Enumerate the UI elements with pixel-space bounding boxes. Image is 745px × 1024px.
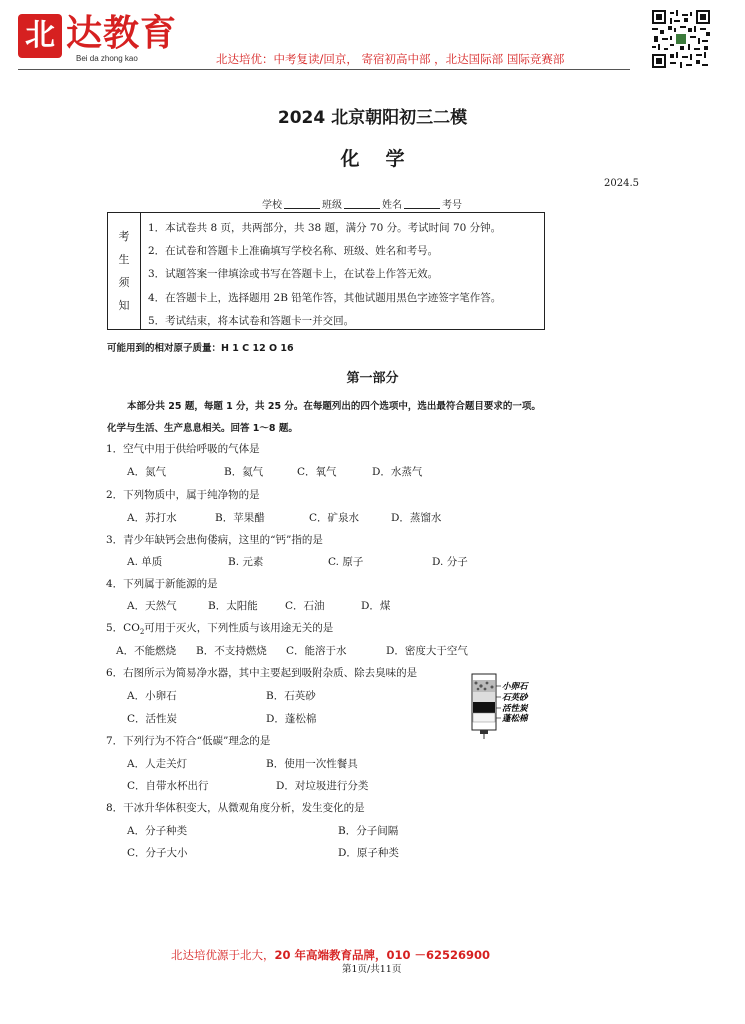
- question-stem: [106, 620, 333, 636]
- notice-label-char: 知: [118, 299, 130, 312]
- part-title: 第一部分: [346, 371, 399, 386]
- figure-label: 活性炭: [502, 704, 528, 714]
- logo-mark: 北: [18, 14, 62, 58]
- option-b[interactable]: B. 元素: [228, 556, 264, 568]
- option-c[interactable]: C．石油: [285, 600, 325, 612]
- footer-slogan: [171, 947, 490, 963]
- question-stem-text: 5．CO: [106, 622, 140, 634]
- option-b[interactable]: B．石英砂: [266, 690, 316, 702]
- footer-slogan-part: 北达培优源于北大，: [171, 948, 275, 962]
- school-blank[interactable]: [284, 199, 320, 209]
- figure-label: 蓬松棉: [502, 714, 528, 724]
- class-blank[interactable]: [344, 199, 380, 209]
- question-stem: 8．干冰升华体积变大，从微观角度分析，发生变化的是: [106, 802, 365, 814]
- question-stem: 4．下列属于新能源的是: [106, 578, 218, 590]
- question-stem: 3．青少年缺钙会患佝偻病，这里的“钙”指的是: [106, 534, 323, 546]
- exam-title: 2024 北京朝阳初三二模: [277, 108, 468, 128]
- option-a[interactable]: A．小卵石: [127, 690, 177, 702]
- option-a[interactable]: A．天然气: [127, 600, 177, 612]
- option-c[interactable]: C．活性炭: [127, 713, 178, 725]
- notice-label: [108, 213, 141, 329]
- option-d[interactable]: D. 分子: [432, 556, 468, 568]
- option-d[interactable]: D．原子种类: [338, 847, 399, 859]
- option-a[interactable]: A．不能燃烧: [116, 645, 177, 657]
- atomic-mass-note: 可能用到的相对原子质量：H 1 C 12 O 16: [107, 343, 294, 354]
- logo-pinyin: Bei da zhong kao: [76, 54, 138, 63]
- option-c[interactable]: C．自带水杯出行: [127, 780, 209, 792]
- notice-label-char: 考: [118, 230, 130, 243]
- water-filter-diagram: [468, 671, 558, 741]
- option-c[interactable]: C．氧气: [297, 466, 337, 478]
- subject-title: 化学: [340, 148, 431, 170]
- footer-slogan-bold: 20 年高端教育品牌，: [274, 948, 387, 962]
- option-c[interactable]: C．矿泉水: [309, 512, 360, 524]
- option-b[interactable]: B．使用一次性餐具: [266, 758, 358, 770]
- notice-item: 4．在答题卡上，选择题用 2B 铅笔作答，其他试题用黑色字迹签字笔作答。: [148, 291, 502, 304]
- notice-item: 3．试题答案一律填涂或书写在答题卡上，在试卷上作答无效。: [148, 268, 439, 281]
- section-heading: 化学与生活、生产息息相关。回答 1～8 题。: [107, 423, 298, 434]
- figure-label: 石英砂: [502, 693, 528, 703]
- exam-no-label: 考号: [442, 200, 462, 211]
- option-b[interactable]: B．苹果醋: [215, 512, 265, 524]
- name-label: 姓名: [382, 200, 402, 211]
- page-number: 第1页/共11页: [342, 964, 402, 975]
- option-d[interactable]: D．蓬松棉: [266, 713, 317, 725]
- footer-phone: 010 －62526900: [386, 948, 491, 962]
- option-a[interactable]: A．人走关灯: [127, 758, 188, 770]
- question-stem: 2．下列物质中，属于纯净物的是: [106, 489, 260, 501]
- header-divider: [18, 69, 630, 70]
- question-stem: 6．右图所示为简易净水器，其中主要起到吸附杂质、除去臭味的是: [106, 667, 418, 679]
- question-stem-text: 可用于灭火，下列性质与该用途无关的是: [144, 622, 334, 634]
- option-c[interactable]: C. 原子: [328, 556, 364, 568]
- candidate-notice-box: [107, 212, 545, 330]
- part-instructions: 本部分共 25 题，每题 1 分，共 25 分。在每题列出的四个选项中，选出最符合题目要求的一项。: [127, 401, 541, 412]
- option-b[interactable]: B．氦气: [224, 466, 264, 478]
- option-d[interactable]: D．煤: [361, 600, 391, 612]
- class-label: 班级: [322, 200, 342, 211]
- student-info-line: [262, 196, 462, 211]
- option-d[interactable]: D．蒸馏水: [391, 512, 442, 524]
- option-c[interactable]: C．分子大小: [127, 847, 188, 859]
- option-d[interactable]: D．水蒸气: [372, 466, 423, 478]
- notice-item: 1．本试卷共 8 页，共两部分，共 38 题，满分 70 分。考试时间 70 分钟。: [148, 222, 502, 234]
- figure-label: 小卵石: [502, 682, 528, 692]
- option-a[interactable]: A．分子种类: [127, 825, 188, 837]
- option-a[interactable]: A．氮气: [127, 466, 167, 478]
- option-d[interactable]: D．对垃圾进行分类: [276, 780, 369, 792]
- logo-text: 达教育: [66, 13, 178, 54]
- notice-label-char: 生: [118, 253, 130, 266]
- notice-items: [148, 217, 538, 333]
- option-d[interactable]: D．密度大于空气: [386, 645, 468, 657]
- notice-label-char: 须: [118, 276, 130, 289]
- option-a[interactable]: A．苏打水: [127, 512, 177, 524]
- name-blank[interactable]: [404, 199, 440, 209]
- exam-date: 2024.5: [604, 178, 639, 189]
- option-a[interactable]: A. 单质: [127, 556, 163, 568]
- notice-item: 5．考试结束，将本试卷和答题卡一并交回。: [148, 314, 355, 327]
- question-stem: 7．下列行为不符合“低碳”理念的是: [106, 735, 271, 747]
- subscript: 2: [139, 628, 145, 637]
- option-b[interactable]: B．不支持燃烧: [196, 645, 267, 657]
- question-stem: 1．空气中用于供给呼吸的气体是: [106, 443, 260, 455]
- option-b[interactable]: B．太阳能: [208, 600, 258, 612]
- notice-item: 2．在试卷和答题卡上准确填写学校名称、班级、姓名和考号。: [148, 245, 439, 258]
- header-slogan: 北达培优：中考复读/回京， 寄宿初高中部 ，北达国际部 国际竞赛部: [216, 52, 565, 66]
- option-c[interactable]: C．能溶于水: [286, 645, 347, 657]
- qr-code-icon: [652, 10, 710, 68]
- school-label: 学校: [262, 200, 282, 211]
- option-b[interactable]: B．分子间隔: [338, 825, 399, 837]
